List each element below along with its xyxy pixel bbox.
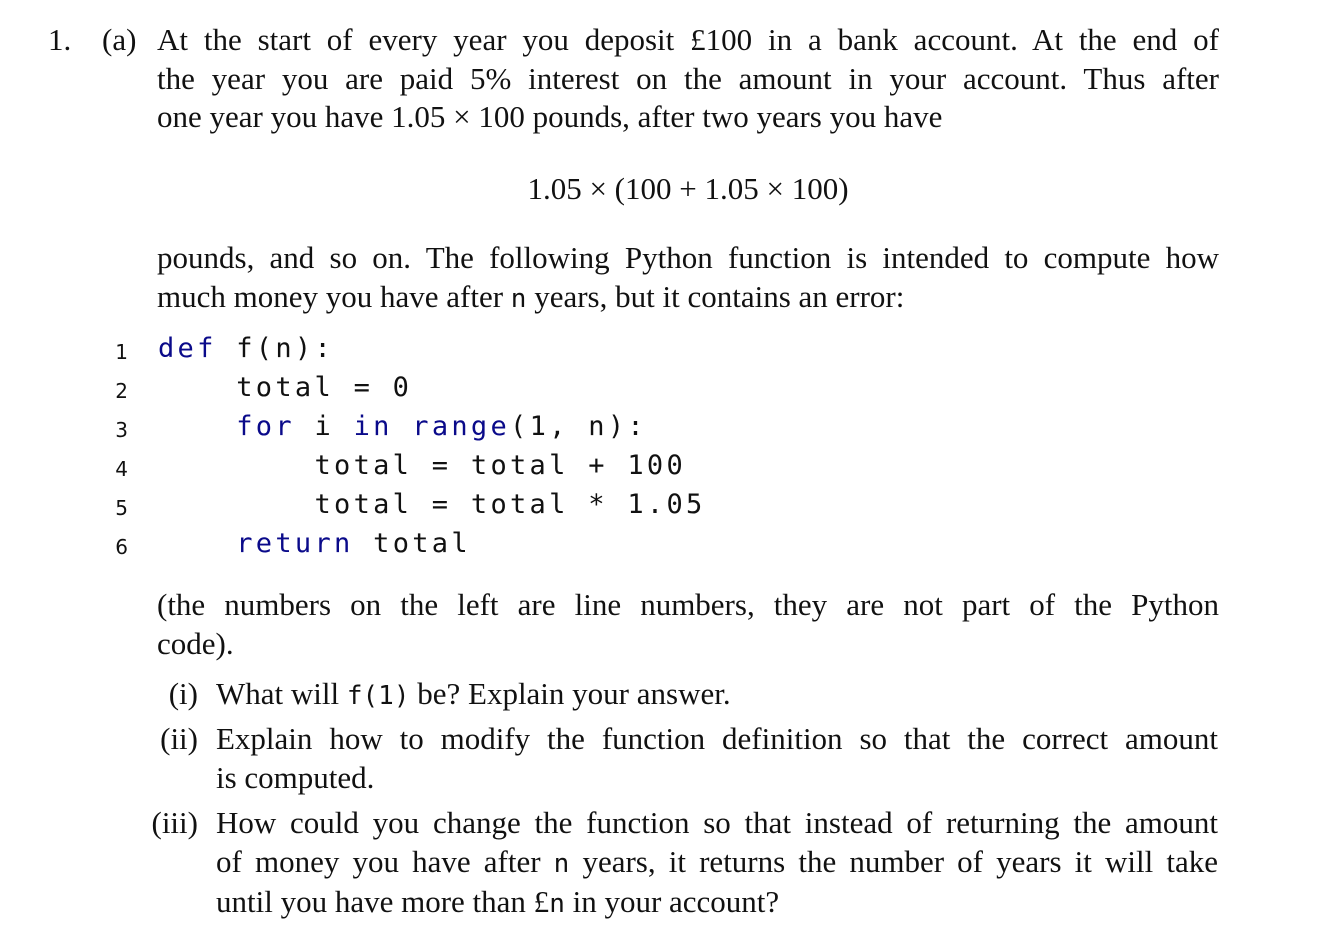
- code-line: [0, 410, 1336, 449]
- code-indent: [158, 528, 236, 559]
- subquestion-line: How could you change the function so that instead of returning the amount: [216, 805, 1218, 840]
- intro-line: At the start of every year you deposit £100 in a bank account. At the end of: [157, 22, 1219, 57]
- subquestion-line: is computed.: [216, 759, 375, 795]
- code-text: [158, 411, 647, 442]
- subquestion-line: [216, 675, 731, 716]
- part-a-continuation: [157, 239, 1219, 318]
- code-text: [158, 333, 334, 364]
- code-indent: [158, 489, 314, 520]
- line-number: 1: [115, 340, 128, 364]
- subquestion-iii-label: (iii): [151, 805, 198, 840]
- inline-code-n: n: [549, 889, 565, 920]
- continuation-line: pounds, and so on. The following Python function is intended to compute how: [157, 240, 1219, 275]
- note-line: (the numbers on the left are line numbers, they are not part of the Python: [157, 587, 1219, 622]
- intro-line: one year you have 1.05 × 100 pounds, after two years you have: [157, 99, 943, 135]
- text-fragment: years, but it contains an error:: [526, 278, 905, 314]
- line-number: 3: [115, 418, 128, 442]
- text-fragment: in your account?: [564, 884, 780, 920]
- intro-line: the year you are paid 5% interest on the amount in your account. Thus after: [157, 60, 1219, 96]
- inline-code-n: n: [553, 848, 570, 879]
- code-indent: [158, 411, 236, 442]
- code-token: total = total + 100: [314, 450, 687, 481]
- line-number-note: [157, 586, 1219, 663]
- code-keyword: def: [158, 333, 217, 364]
- text-fragment: be? Explain your answer.: [409, 676, 731, 711]
- line-number: 5: [115, 496, 128, 520]
- code-line: [0, 527, 1336, 566]
- question-number: 1.: [48, 22, 72, 57]
- line-number: 4: [115, 457, 128, 481]
- code-line: [0, 332, 1336, 371]
- code-token: (1, n):: [510, 411, 647, 442]
- code-token: total: [353, 528, 471, 559]
- code-keyword: range: [412, 411, 511, 442]
- note-line: code).: [157, 625, 234, 661]
- subquestion-iii-text: [216, 804, 1218, 924]
- code-keyword: for: [236, 411, 295, 442]
- subquestion-line: [216, 843, 1218, 884]
- code-token: i: [294, 411, 354, 442]
- code-line: [0, 449, 1336, 488]
- text-fragment: much money you have after: [157, 278, 511, 314]
- subquestion-i-text: [216, 675, 731, 716]
- subquestion-line: [216, 883, 1218, 924]
- part-a-label: (a): [102, 22, 137, 57]
- line-number: 2: [115, 379, 128, 403]
- code-indent: [158, 450, 314, 481]
- line-number: 6: [115, 535, 128, 559]
- code-listing: [0, 332, 1336, 572]
- code-keyword: return: [236, 528, 354, 559]
- code-line: [0, 488, 1336, 527]
- continuation-line: [157, 278, 1219, 319]
- subquestion-line: Explain how to modify the function definition so that the correct amount: [216, 721, 1218, 756]
- code-token: f(n):: [216, 333, 335, 364]
- code-token: total = total * 1.05: [314, 489, 706, 520]
- code-keyword: in: [353, 411, 393, 442]
- display-equation: 1.05 × (100 + 1.05 × 100): [527, 171, 849, 206]
- subquestion-ii-label: (ii): [160, 721, 198, 756]
- code-text: [158, 528, 471, 559]
- code-token: [393, 411, 413, 442]
- code-indent: [158, 372, 236, 403]
- inline-code-n: n: [510, 283, 527, 314]
- subquestion-ii-text: [216, 720, 1218, 797]
- code-token: total = 0: [236, 372, 413, 403]
- text-fragment: What will: [216, 676, 347, 711]
- part-a-intro: [157, 21, 1219, 137]
- code-text: [158, 450, 686, 481]
- code-line: [0, 371, 1336, 410]
- inline-code-f1: f(1): [346, 681, 410, 711]
- text-fragment: years, it returns the number of years it will take: [569, 843, 1219, 879]
- code-text: [158, 489, 706, 520]
- text-fragment: of money you have after: [216, 843, 554, 879]
- subquestion-i-label: (i): [168, 676, 198, 711]
- code-text: [158, 372, 412, 403]
- text-fragment: until you have more than £: [216, 884, 550, 920]
